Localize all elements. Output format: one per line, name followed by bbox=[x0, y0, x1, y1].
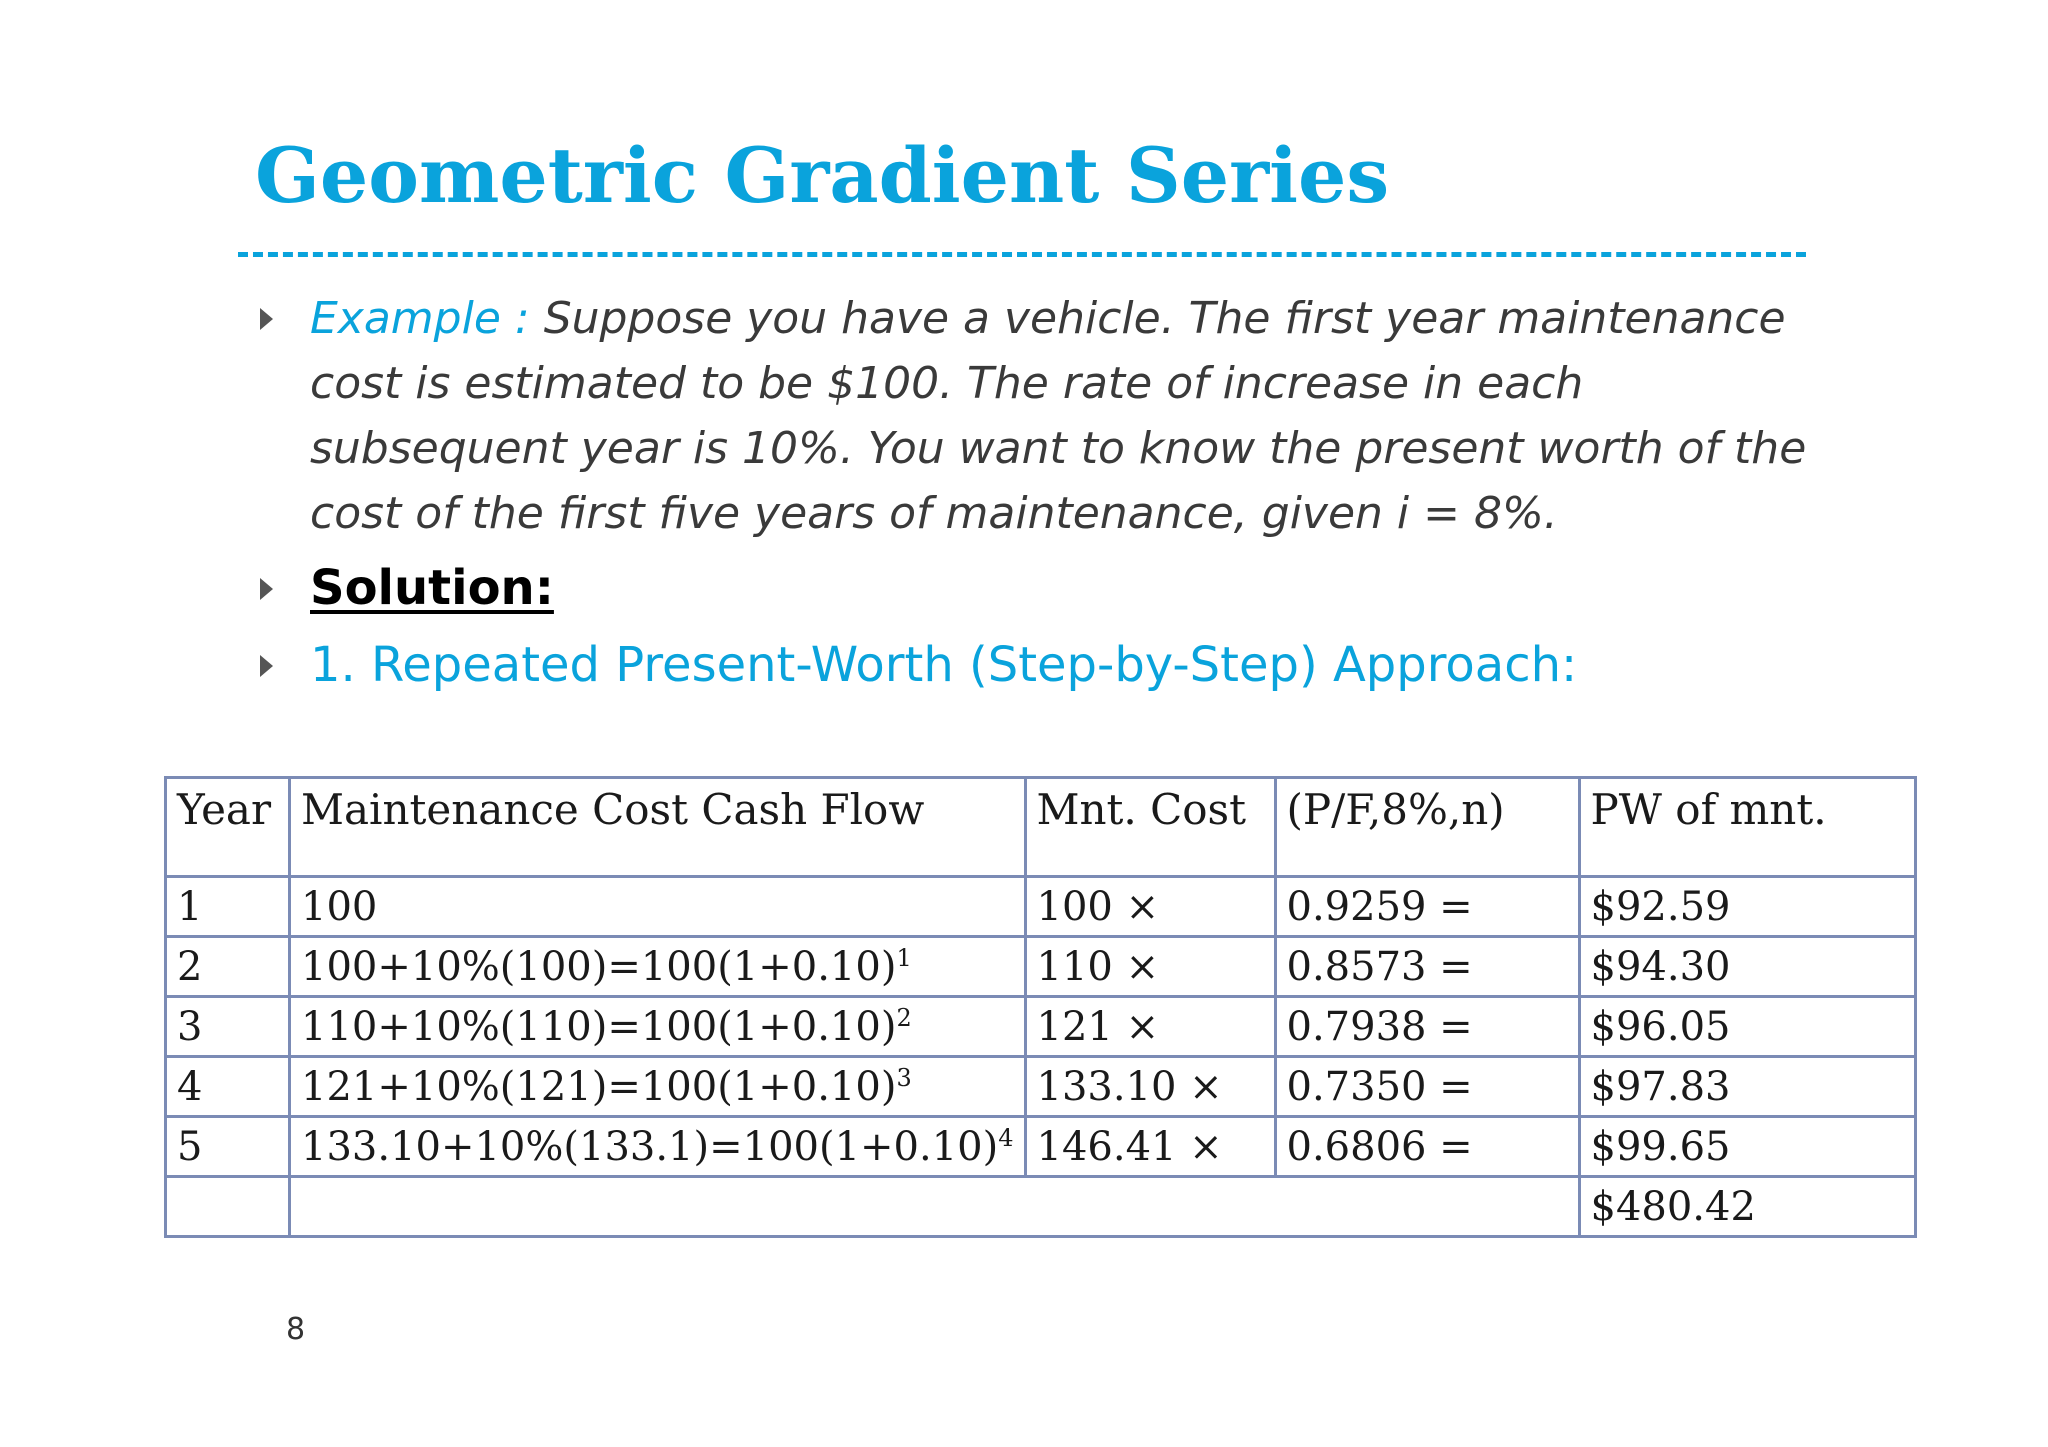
header-year: Year bbox=[166, 778, 290, 877]
table-row bbox=[166, 1117, 1916, 1177]
cell-empty-span bbox=[290, 1177, 1580, 1237]
bullet-list bbox=[250, 286, 1820, 698]
cell-mnt-cost: 100 × bbox=[1025, 877, 1275, 937]
table-header-row bbox=[166, 778, 1916, 877]
solution-bullet bbox=[250, 556, 1820, 621]
table-row bbox=[166, 937, 1916, 997]
cell-cash-flow: $133.10+10\%(133.1)=100(1+0.10)^4$ bbox=[290, 1117, 1026, 1177]
header-mnt-cost: Mnt. Cost bbox=[1025, 778, 1275, 877]
cell-cash-flow: $100+10\%(100)=100(1+0.10)^1$ bbox=[290, 937, 1026, 997]
approach-label: 1. Repeated Present-Worth (Step-by-Step) Approach: bbox=[310, 637, 1578, 693]
table-row bbox=[166, 997, 1916, 1057]
table-row bbox=[166, 877, 1916, 937]
cell-year: 4 bbox=[166, 1057, 290, 1117]
header-cash-flow: Maintenance Cost Cash Flow bbox=[290, 778, 1026, 877]
cell-mnt-cost: 110 × bbox=[1025, 937, 1275, 997]
cell-pw: $99.65 bbox=[1579, 1117, 1915, 1177]
cell-mnt-cost: 121 × bbox=[1025, 997, 1275, 1057]
cell-pw: $96.05 bbox=[1579, 997, 1915, 1057]
solution-label: Solution: bbox=[310, 560, 554, 616]
title-divider bbox=[238, 252, 1806, 257]
page-number: 8 bbox=[286, 1312, 306, 1347]
table-row bbox=[166, 1057, 1916, 1117]
cell-year: 5 bbox=[166, 1117, 290, 1177]
cell-year: 1 bbox=[166, 877, 290, 937]
cell-pf-factor: 0.8573 = bbox=[1275, 937, 1579, 997]
cell-pw: $97.83 bbox=[1579, 1057, 1915, 1117]
table-total-row bbox=[166, 1177, 1916, 1237]
bullet-arrow-icon bbox=[260, 655, 273, 677]
cell-pw: $92.59 bbox=[1579, 877, 1915, 937]
cell-pf-factor: 0.7938 = bbox=[1275, 997, 1579, 1057]
cell-pf-factor: 0.9259 = bbox=[1275, 877, 1579, 937]
header-pf-factor: (P/F,8%,n) bbox=[1275, 778, 1579, 877]
cell-pf-factor: 0.7350 = bbox=[1275, 1057, 1579, 1117]
cell-pf-factor: 0.6806 = bbox=[1275, 1117, 1579, 1177]
cell-cash-flow: $121+10\%(121)=100(1+0.10)^3$ bbox=[290, 1057, 1026, 1117]
cell-cash-flow: 100 bbox=[290, 877, 1026, 937]
example-text: Suppose you have a vehicle. The first year maintenance cost is estimated to be $100. The rate of increase in each subsequent year is 10%. You want to know the present worth of the cost of the first five years of maintenance, given i = 8%. bbox=[310, 293, 1807, 539]
cell-pw: $94.30 bbox=[1579, 937, 1915, 997]
cell-total-pw: $480.42 bbox=[1579, 1177, 1915, 1237]
cell-empty bbox=[166, 1177, 290, 1237]
example-label: Example : bbox=[310, 293, 530, 344]
header-pw: PW of mnt. bbox=[1579, 778, 1915, 877]
example-bullet bbox=[250, 286, 1820, 546]
bullet-arrow-icon bbox=[260, 578, 273, 600]
cell-mnt-cost: 146.41 × bbox=[1025, 1117, 1275, 1177]
maintenance-cost-table bbox=[164, 776, 1917, 1238]
cell-mnt-cost: 133.10 × bbox=[1025, 1057, 1275, 1117]
slide-title: Geometric Gradient Series bbox=[255, 131, 1390, 220]
cell-year: 3 bbox=[166, 997, 290, 1057]
approach-bullet bbox=[250, 633, 1820, 698]
cell-year: 2 bbox=[166, 937, 290, 997]
cell-cash-flow: $110+10\%(110)=100(1+0.10)^2$ bbox=[290, 997, 1026, 1057]
bullet-arrow-icon bbox=[260, 308, 273, 330]
